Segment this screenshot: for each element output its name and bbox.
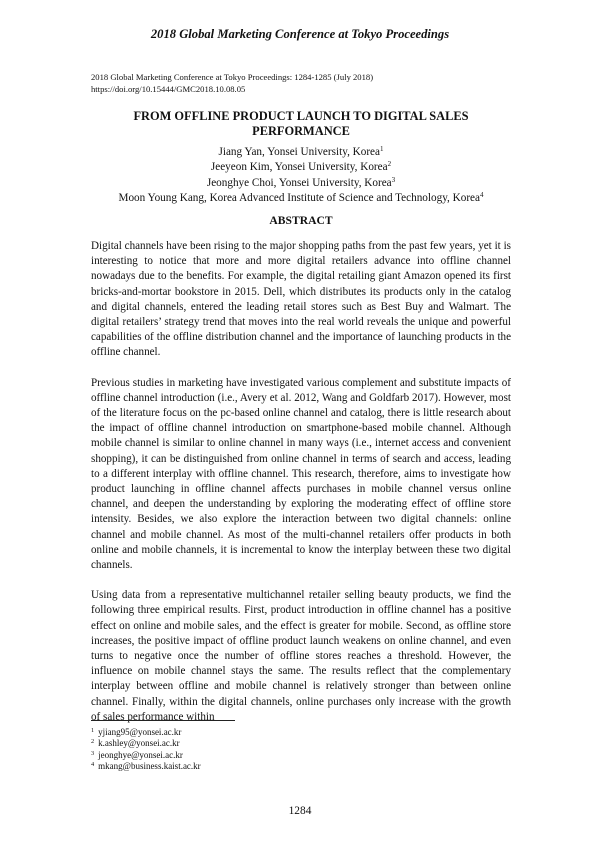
- author-line: [91, 176, 511, 191]
- citation-line: 2018 Global Marketing Conference at Tokyo Proceedings: 1284-1285 (July 2018): [91, 72, 374, 82]
- abstract-paragraph: Previous studies in marketing have investigated various complement and substitute impacts of offline channel introduction (i.e., Avery et al. 2012, Wang and Goldfarb 2017). However, most of the literature focus on the pc-based online channel and catalog, there is little research about the impact of offline channel introduction on smartphone-based mobile channel. Although mobile channel is similar to online channel in many ways (i.e., internet access and convenient shopping), it can be distinguished from online channel in terms of search and access, leading to a different interplay with offline channel. This research, therefore, aims to investigate how product launching in offline channel affects purchases in mobile channel versus online channel, and deepen the understanding by exploring the moderating effect of offline store intensity. Besides, we also explore the interaction between two digital channels: online channel and mobile channel. As most of the multi-channel retailers offer products in both online and mobile channels, it is incremental to know the interplay between these two digital channels.: [91, 376, 511, 572]
- author-name: Jeeyeon Kim, Yonsei University, Korea: [210, 161, 388, 174]
- footnote-mark: 1: [380, 145, 384, 153]
- title-line: PERFORMANCE: [252, 124, 350, 138]
- footnotes: [91, 727, 201, 772]
- footnote-item: [91, 750, 201, 761]
- author-name: Jeonghye Choi, Yonsei University, Korea: [206, 176, 392, 189]
- author-list: [91, 145, 511, 206]
- doi-line: https://doi.org/10.15444/GMC2018.10.08.05: [91, 83, 246, 94]
- author-line: [91, 145, 511, 160]
- author-name: Jiang Yan, Yonsei University, Korea: [218, 146, 380, 158]
- footnote-item: [91, 727, 201, 738]
- author-line: [91, 191, 511, 206]
- abstract-paragraph: Digital channels have been rising to the major shopping paths from the past few years, yet it is interesting to notice that more and more digital retailers advance into offline channel nowadays due to the benefits. For example, the digital retailing giant Amazon opened its first bricks-and-mortar bookstore in 2015. Dell, which distributes its products only in the catalog and digital channels, entered the leading retail stores such as Best Buy and Walmart. The digital retailers’ strategy trend that moves into the real world reveals the unique and powerful capabilities of the offline distribution channel and the importance of launching products in the offline channel.: [91, 240, 511, 359]
- citation-block: [91, 72, 373, 95]
- footnote-mark: 2: [91, 738, 95, 746]
- author-line: [91, 160, 511, 175]
- footnote-email: mkang@business.kaist.ac.kr: [98, 760, 201, 771]
- abstract-heading: ABSTRACT: [269, 214, 333, 227]
- footnote-mark: 1: [91, 727, 95, 734]
- footnote-email: yjiang95@yonsei.ac.kr: [98, 727, 182, 737]
- footnote-mark: 2: [387, 160, 392, 169]
- page-number: 1284: [288, 805, 312, 817]
- footnote-email: k.ashley@yonsei.ac.kr: [98, 738, 180, 749]
- footnote-item: [91, 738, 201, 749]
- footnote-mark: 3: [91, 749, 95, 757]
- footnote-item: [91, 761, 201, 772]
- footnote-email: jeonghye@yonsei.ac.kr: [98, 749, 183, 760]
- paper-title: [91, 109, 511, 139]
- author-name: Moon Young Kang, Korea Advanced Institute of Science and Technology, Korea: [118, 191, 480, 204]
- footnote-divider: [91, 720, 235, 721]
- footnote-mark: 3: [391, 175, 396, 184]
- running-header: 2018 Global Marketing Conference at Tokyo Proceedings: [150, 27, 450, 41]
- abstract-body: [91, 239, 511, 740]
- footnote-mark: 4: [479, 190, 484, 199]
- title-line: FROM OFFLINE PRODUCT LAUNCH TO DIGITAL SALES: [133, 109, 469, 123]
- footnote-mark: 4: [91, 760, 95, 768]
- abstract-paragraph: Using data from a representative multichannel retailer selling beauty products, we find the following three empirical results. First, product introduction in offline channel has a positive effect on online and mobile sales, and the effect is greater for mobile. Second, as offline store increases, the positive impact of offline product launch weakens on online channel, and even turns to negative once the number of offline stores reaches a threshold. However, the influence on mobile channel stays the same. The results reflect that the complementary interplay between offline and mobile channel is relatively stronger than between online channel. Finally, within the digital channels, online purchases only increase with the growth of sales performance within: [91, 589, 511, 723]
